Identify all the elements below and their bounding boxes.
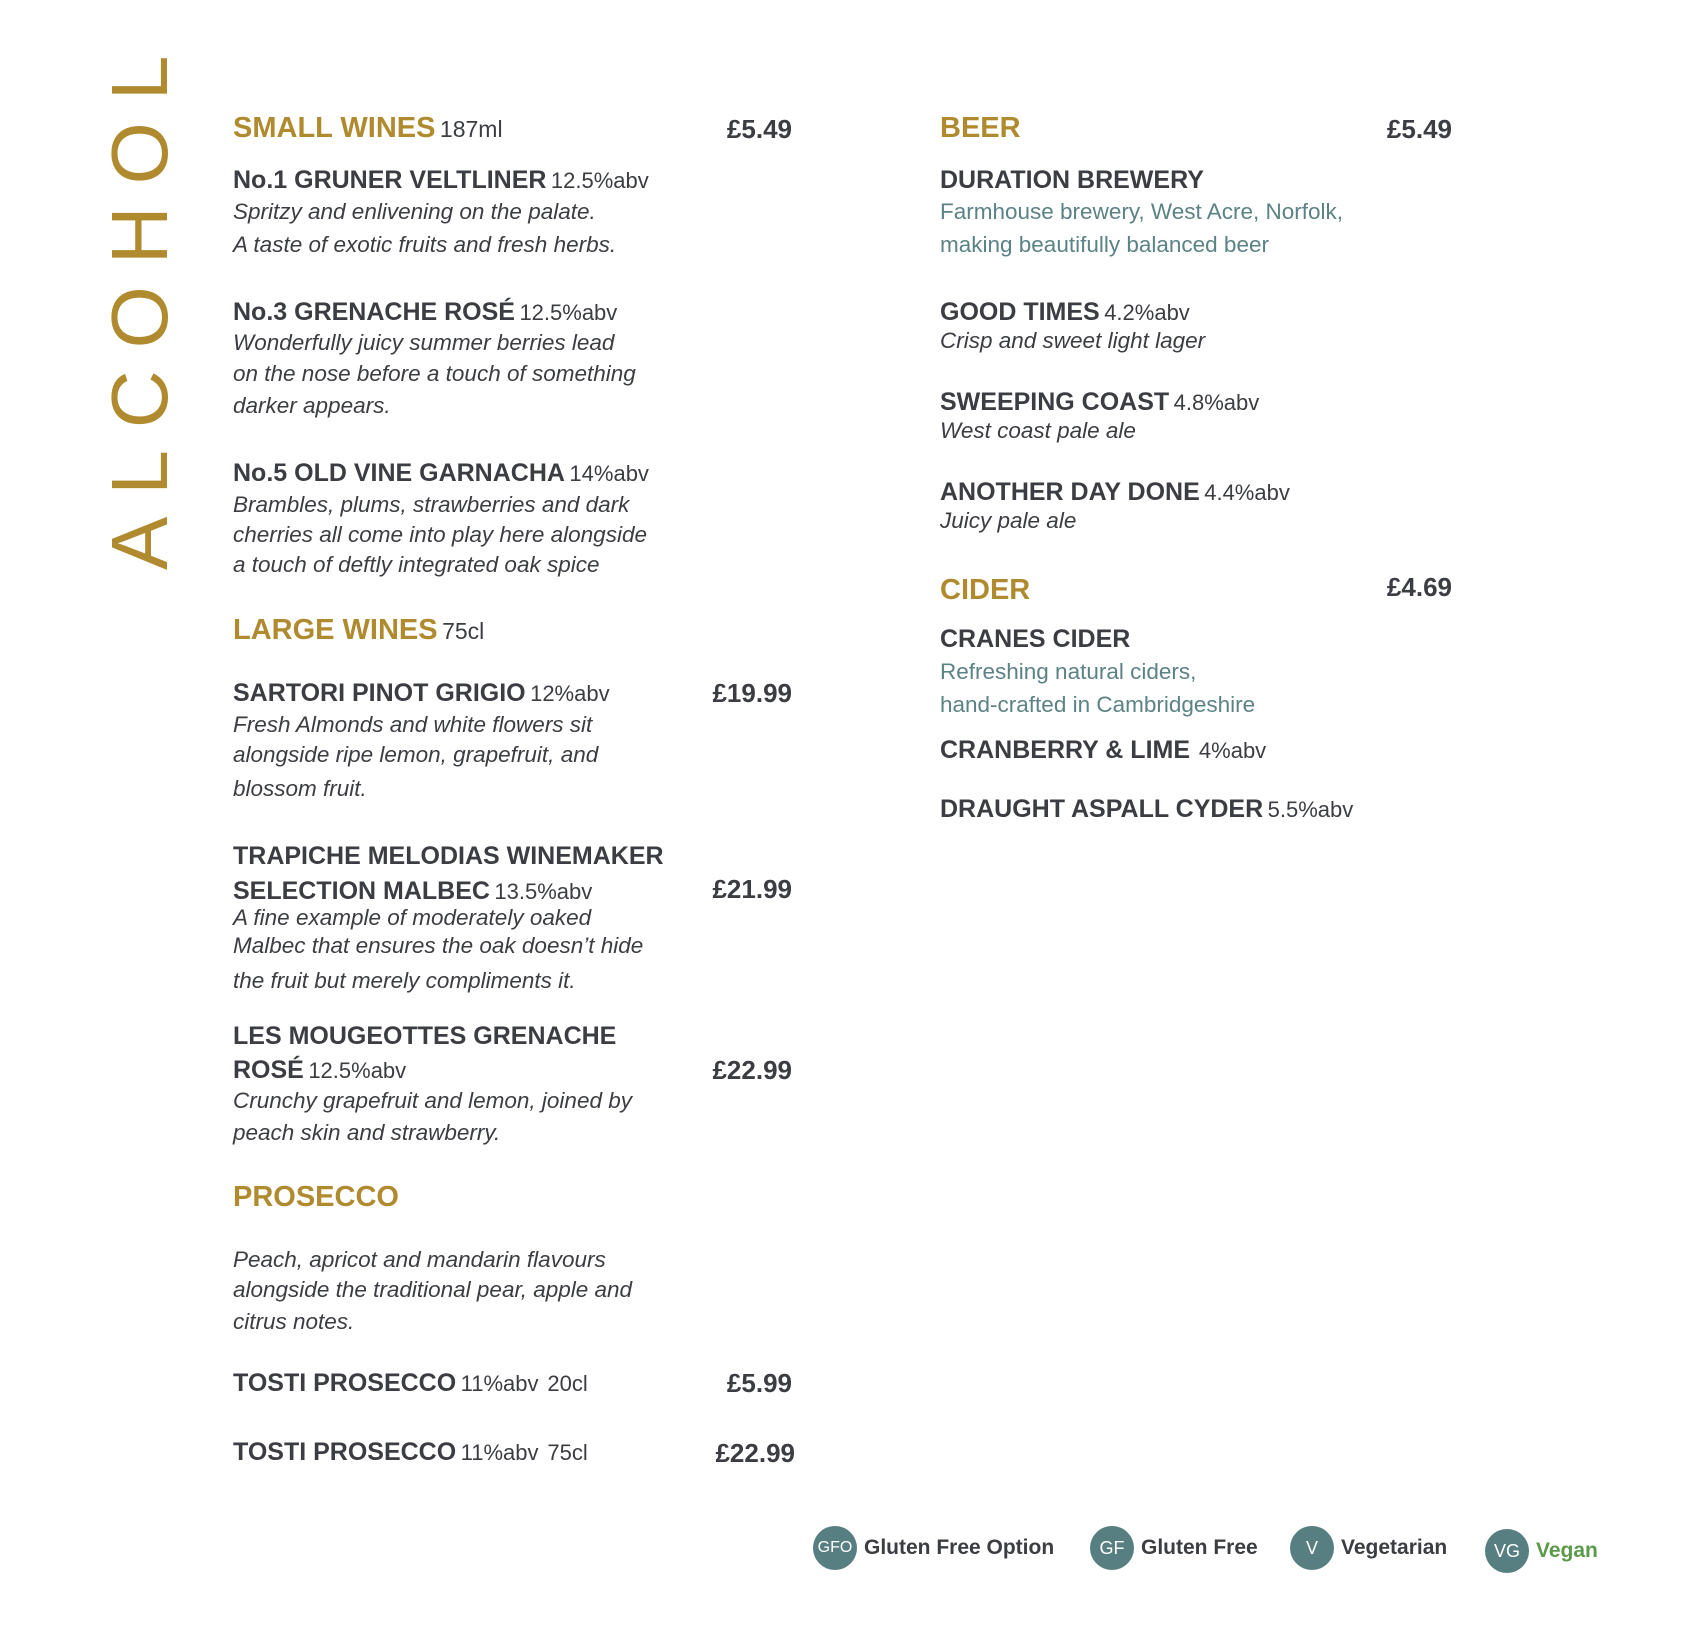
size: 75cl [547,1440,588,1465]
wine-desc: cherries all come into play here alongside [233,522,647,547]
beer-desc: West coast pale ale [940,418,1136,443]
v-badge-icon: V [1290,1526,1334,1570]
wine-desc: on the nose before a touch of something [233,361,636,386]
beer-heading: BEER [940,112,1021,144]
name: CRANBERRY & LIME [940,736,1191,764]
abv: 12.5%abv [519,300,618,325]
abv: 12%abv [530,681,610,706]
wine-desc: Wonderfully juicy summer berries lead [233,330,615,355]
abv: 5.5%abv [1267,797,1354,822]
wine-desc: Spritzy and enlivening on the palate. [233,199,596,224]
name: DRAUGHT ASPALL CYDER [940,795,1264,823]
wine-price: £21.99 [712,874,792,904]
name: SWEEPING COAST [940,388,1170,416]
wine-desc: alongside ripe lemon, grapefruit, and [233,742,599,767]
name: ROSÉ [233,1056,304,1084]
legend-gluten-free-option [813,1526,1054,1570]
legend-vegan [1485,1529,1598,1573]
heading-size: 75cl [442,618,485,644]
beer-price: £5.49 [1386,114,1452,144]
wine-desc: A fine example of moderately oaked [233,905,592,930]
wine-item-name: LES MOUGEOTTES GRENACHE [233,1022,617,1050]
small-wines-price: £5.49 [726,114,792,144]
prosecco-desc: alongside the traditional pear, apple and [233,1277,633,1302]
beer-item [940,480,1290,505]
wine-item-name [233,681,610,706]
abv: 13.5%abv [494,879,593,904]
wine-desc: Brambles, plums, strawberries and dark [233,492,630,517]
brewery-desc: Farmhouse brewery, West Acre, Norfolk, [940,199,1344,224]
name: TOSTI PROSECCO [233,1369,457,1397]
wine-item-name [233,461,649,486]
heading-size: 187ml [439,116,503,142]
small-wines-heading [233,114,503,143]
cider-item [940,797,1353,822]
cider-heading: CIDER [940,574,1031,606]
prosecco-item [233,1440,588,1465]
wine-desc: Malbec that ensures the oak doesn’t hide [233,933,644,958]
wine-item-name [233,300,617,325]
size: 20cl [547,1371,588,1396]
gfo-badge-icon: GFO [813,1526,857,1570]
abv: 4.8%abv [1173,390,1260,415]
abv: 11%abv [460,1440,539,1465]
legend-label: Gluten Free [1141,1536,1258,1559]
abv: 12.5%abv [308,1058,407,1083]
name: SARTORI PINOT GRIGIO [233,679,526,707]
wine-desc: a touch of deftly integrated oak spice [233,552,600,577]
gf-badge-icon: GF [1090,1526,1134,1570]
prosecco-desc: Peach, apricot and mandarin flavours [233,1247,606,1272]
prosecco-item [233,1371,588,1396]
abv: 4.4%abv [1204,480,1290,505]
wine-item-name: TRAPICHE MELODIAS WINEMAKER [233,842,664,870]
prosecco-price: £5.99 [726,1368,792,1398]
abv: 11%abv [460,1371,539,1396]
cider-price: £4.69 [1386,572,1452,602]
prosecco-price: £22.99 [715,1438,795,1468]
cider-maker-desc: hand-crafted in Cambridgeshire [940,692,1256,717]
cider-item [940,738,1266,763]
wine-desc: Fresh Almonds and white flowers sit [233,712,593,737]
name: GOOD TIMES [940,298,1100,326]
wine-price: £19.99 [712,678,792,708]
legend-label: Gluten Free Option [864,1536,1055,1559]
beer-desc: Crisp and sweet light lager [940,328,1206,353]
prosecco-desc: citrus notes. [233,1309,355,1334]
prosecco-heading: PROSECCO [233,1181,399,1213]
abv: 4%abv [1198,738,1267,763]
section-title-vertical: ALCOHOL [95,33,184,570]
cider-maker: CRANES CIDER [940,625,1131,653]
legend-gluten-free [1090,1526,1258,1570]
wine-item-name [233,168,649,193]
legend-vegetarian [1290,1526,1447,1570]
brewery-name: DURATION BREWERY [940,166,1204,194]
brewery-desc: making beautifully balanced beer [940,232,1269,257]
wine-item-name [233,879,592,904]
wine-desc: A taste of exotic fruits and fresh herbs. [233,232,617,257]
name: TOSTI PROSECCO [233,1438,457,1466]
abv: 14%abv [569,461,649,486]
wine-desc: the fruit but merely compliments it. [233,968,576,993]
wine-desc: blossom fruit. [233,776,367,801]
name: No.3 GRENACHE ROSÉ [233,298,515,326]
name: ANOTHER DAY DONE [940,478,1200,506]
wine-item-name [233,1058,406,1083]
legend-label: Vegetarian [1341,1536,1448,1559]
abv: 12.5%abv [550,168,649,193]
name: No.5 OLD VINE GARNACHA [233,459,565,487]
wine-desc: peach skin and strawberry. [233,1120,501,1145]
heading-text: LARGE WINES [233,614,438,646]
legend-label: Vegan [1536,1539,1598,1562]
abv: 4.2%abv [1104,300,1190,325]
beer-desc: Juicy pale ale [940,508,1077,533]
beer-item [940,300,1190,325]
beer-item [940,390,1259,415]
wine-desc: Crunchy grapefruit and lemon, joined by [233,1088,632,1113]
name: SELECTION MALBEC [233,877,490,905]
cider-maker-desc: Refreshing natural ciders, [940,659,1197,684]
wine-desc: darker appears. [233,393,391,418]
name: No.1 GRUNER VELTLINER [233,166,547,194]
vg-badge-icon: VG [1485,1529,1529,1573]
heading-text: SMALL WINES [233,112,436,144]
wine-price: £22.99 [712,1055,792,1085]
large-wines-heading [233,616,484,645]
